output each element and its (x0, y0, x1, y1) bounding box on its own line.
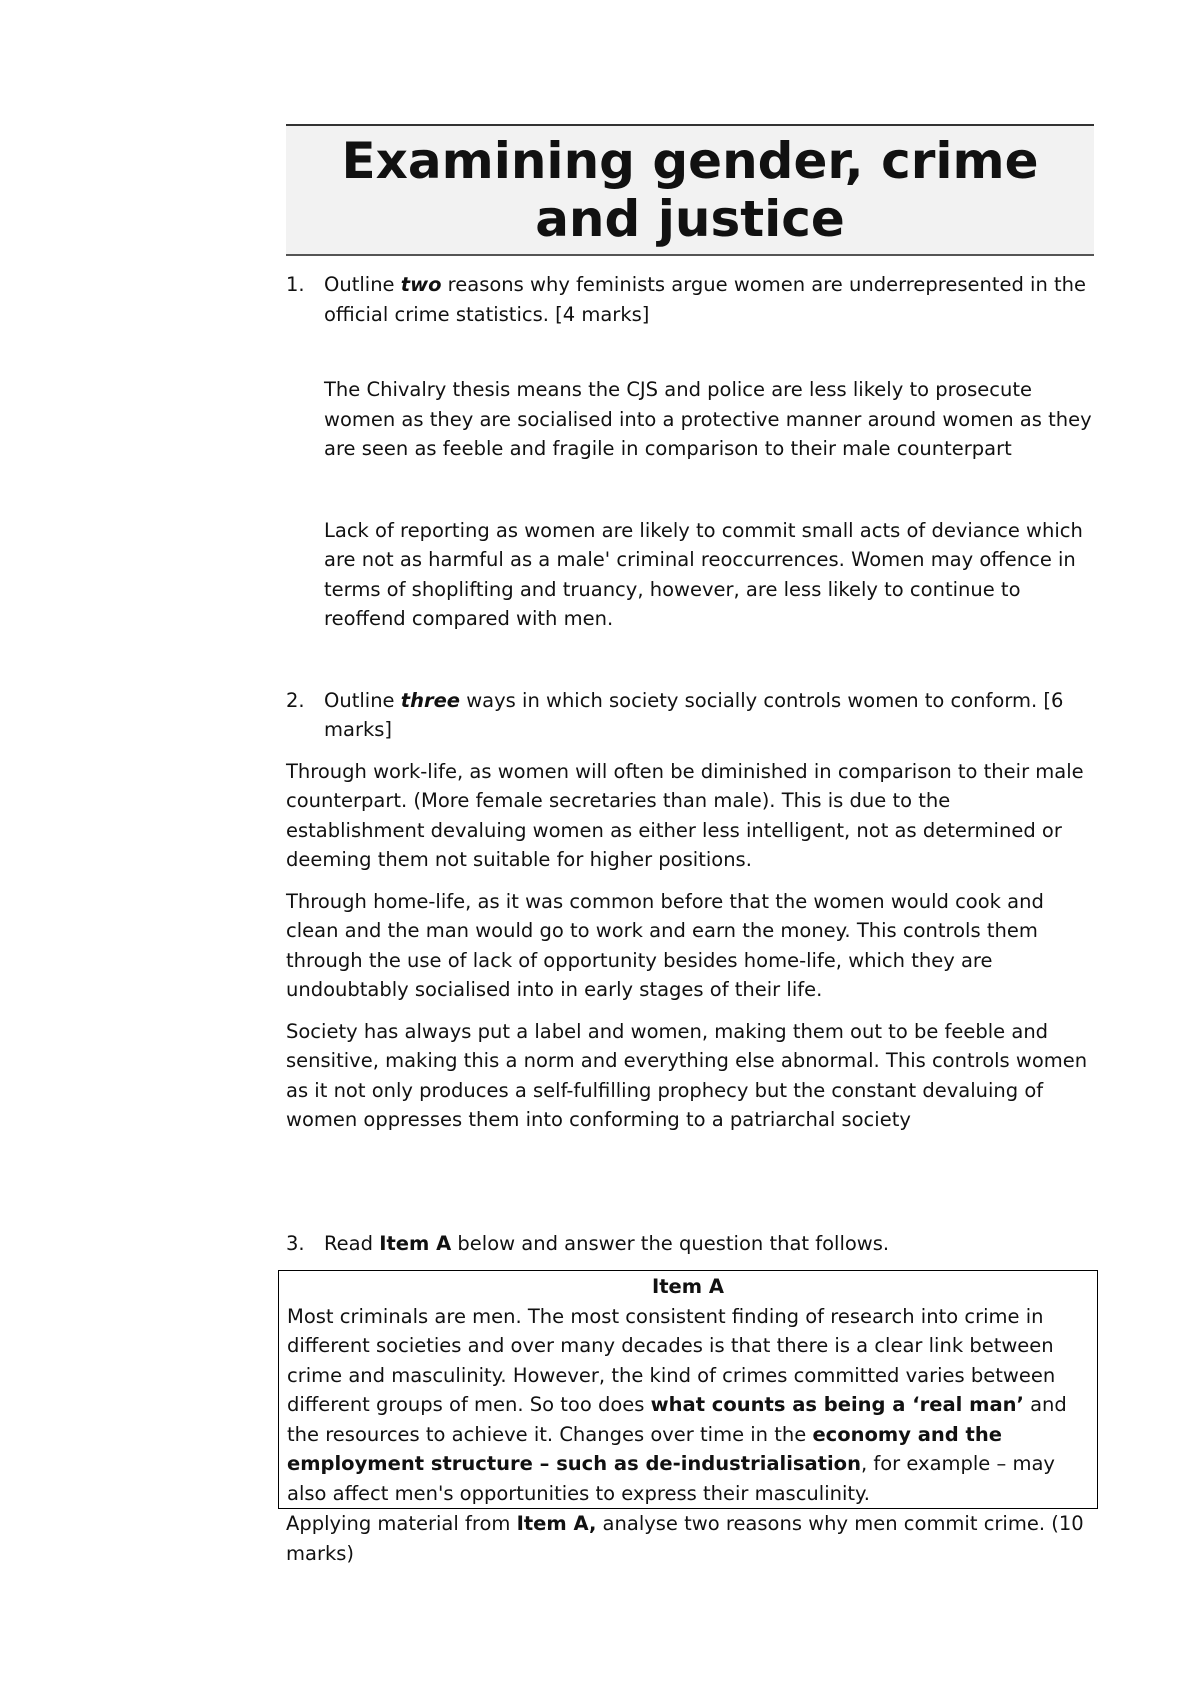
item-a-text-2: and the resources to achieve it. Changes over time in the (287, 1393, 1067, 1446)
answer-paragraph: The Chivalry thesis means the CJS and police are less likely to prosecute women as they are socialised into a protective manner around women as they are seen as feeble and fragile in comparison to their male counterpart (324, 378, 1092, 460)
question-text-post: reasons why feminists argue women are underrepresented in the official crime statistics. [4 marks] (324, 273, 1087, 326)
question-bold: Item A (379, 1231, 452, 1255)
question-emphasis: three (400, 688, 461, 712)
question-number: 3. (286, 1231, 305, 1255)
question-text (324, 686, 1094, 745)
question-3-task (286, 1509, 1094, 1568)
question-text (324, 270, 1094, 329)
question-1 (286, 270, 1094, 329)
question-text-post: below and answer the question that follows. (451, 1231, 890, 1255)
question-emphasis: two (400, 273, 442, 296)
item-a-text (287, 1302, 1089, 1509)
question-number: 1. (286, 273, 305, 296)
question-number: 2. (286, 688, 305, 712)
task-text-pre: Applying material from (286, 1512, 517, 1535)
item-a-text-3: , for example – may also affect men's opportunities to express their masculinity. (287, 1452, 1055, 1505)
question-text-pre: Read (324, 1231, 380, 1255)
item-a-text-1: Most criminals are men. The most consistent finding of research into crime in different societies and over many decades is that there is a clear link between crime and masculinity. However, the kind of crimes committed varies between different groups of men. So too does (287, 1304, 1056, 1416)
question-text-post: ways in which society socially controls women to conform. [6 marks] (324, 688, 1064, 741)
item-a-box (278, 1270, 1098, 1509)
document-page (286, 124, 1094, 1568)
question-2 (286, 686, 1094, 745)
item-a-bold-1: what counts as being a ‘real man’ (650, 1393, 1024, 1416)
task-text-post: analyse two reasons why men commit crime. (10 marks) (286, 1512, 1084, 1565)
item-a-title: Item A (651, 1275, 724, 1298)
task-bold: Item A, (516, 1512, 597, 1535)
item-a-bold-2: economy and the employment structure – such as de-industrialisation (287, 1422, 1002, 1475)
answer-paragraph: Through work-life, as women will often be diminished in comparison to their male counterpart. (More female secretaries than male). This is due to the establishment devaluing women as either less intelligent, not as determined or deeming them not suitable for higher positions. (286, 759, 1084, 871)
answer-paragraph: Lack of reporting as women are likely to commit small acts of deviance which are not as harmful as a male' criminal reoccurrences. Women may offence in terms of shoplifting and truancy, however, are less likely to continue to reoffend compared with men. (324, 518, 1083, 630)
question-3 (286, 1229, 1094, 1259)
answer-paragraph: Through home-life, as it was common before that the women would cook and clean and the man would go to work and earn the money. This controls them through the use of lack of opportunity besides home-life, which they are undoubtably socialised into in early stages of their life. (286, 889, 1044, 1001)
question-text-pre: Outline (324, 273, 401, 296)
answer-paragraph: Society has always put a label and women, making them out to be feeble and sensitive, making this a norm and everything else abnormal. This controls women as it not only produces a self-fulfilling prophecy but the constant devaluing of women oppresses them into conforming to a patriarchal society (286, 1019, 1088, 1131)
page-title: Examining gender, crime and justice (286, 124, 1094, 256)
question-text-pre: Outline (324, 688, 401, 712)
question-text (324, 1229, 1094, 1259)
